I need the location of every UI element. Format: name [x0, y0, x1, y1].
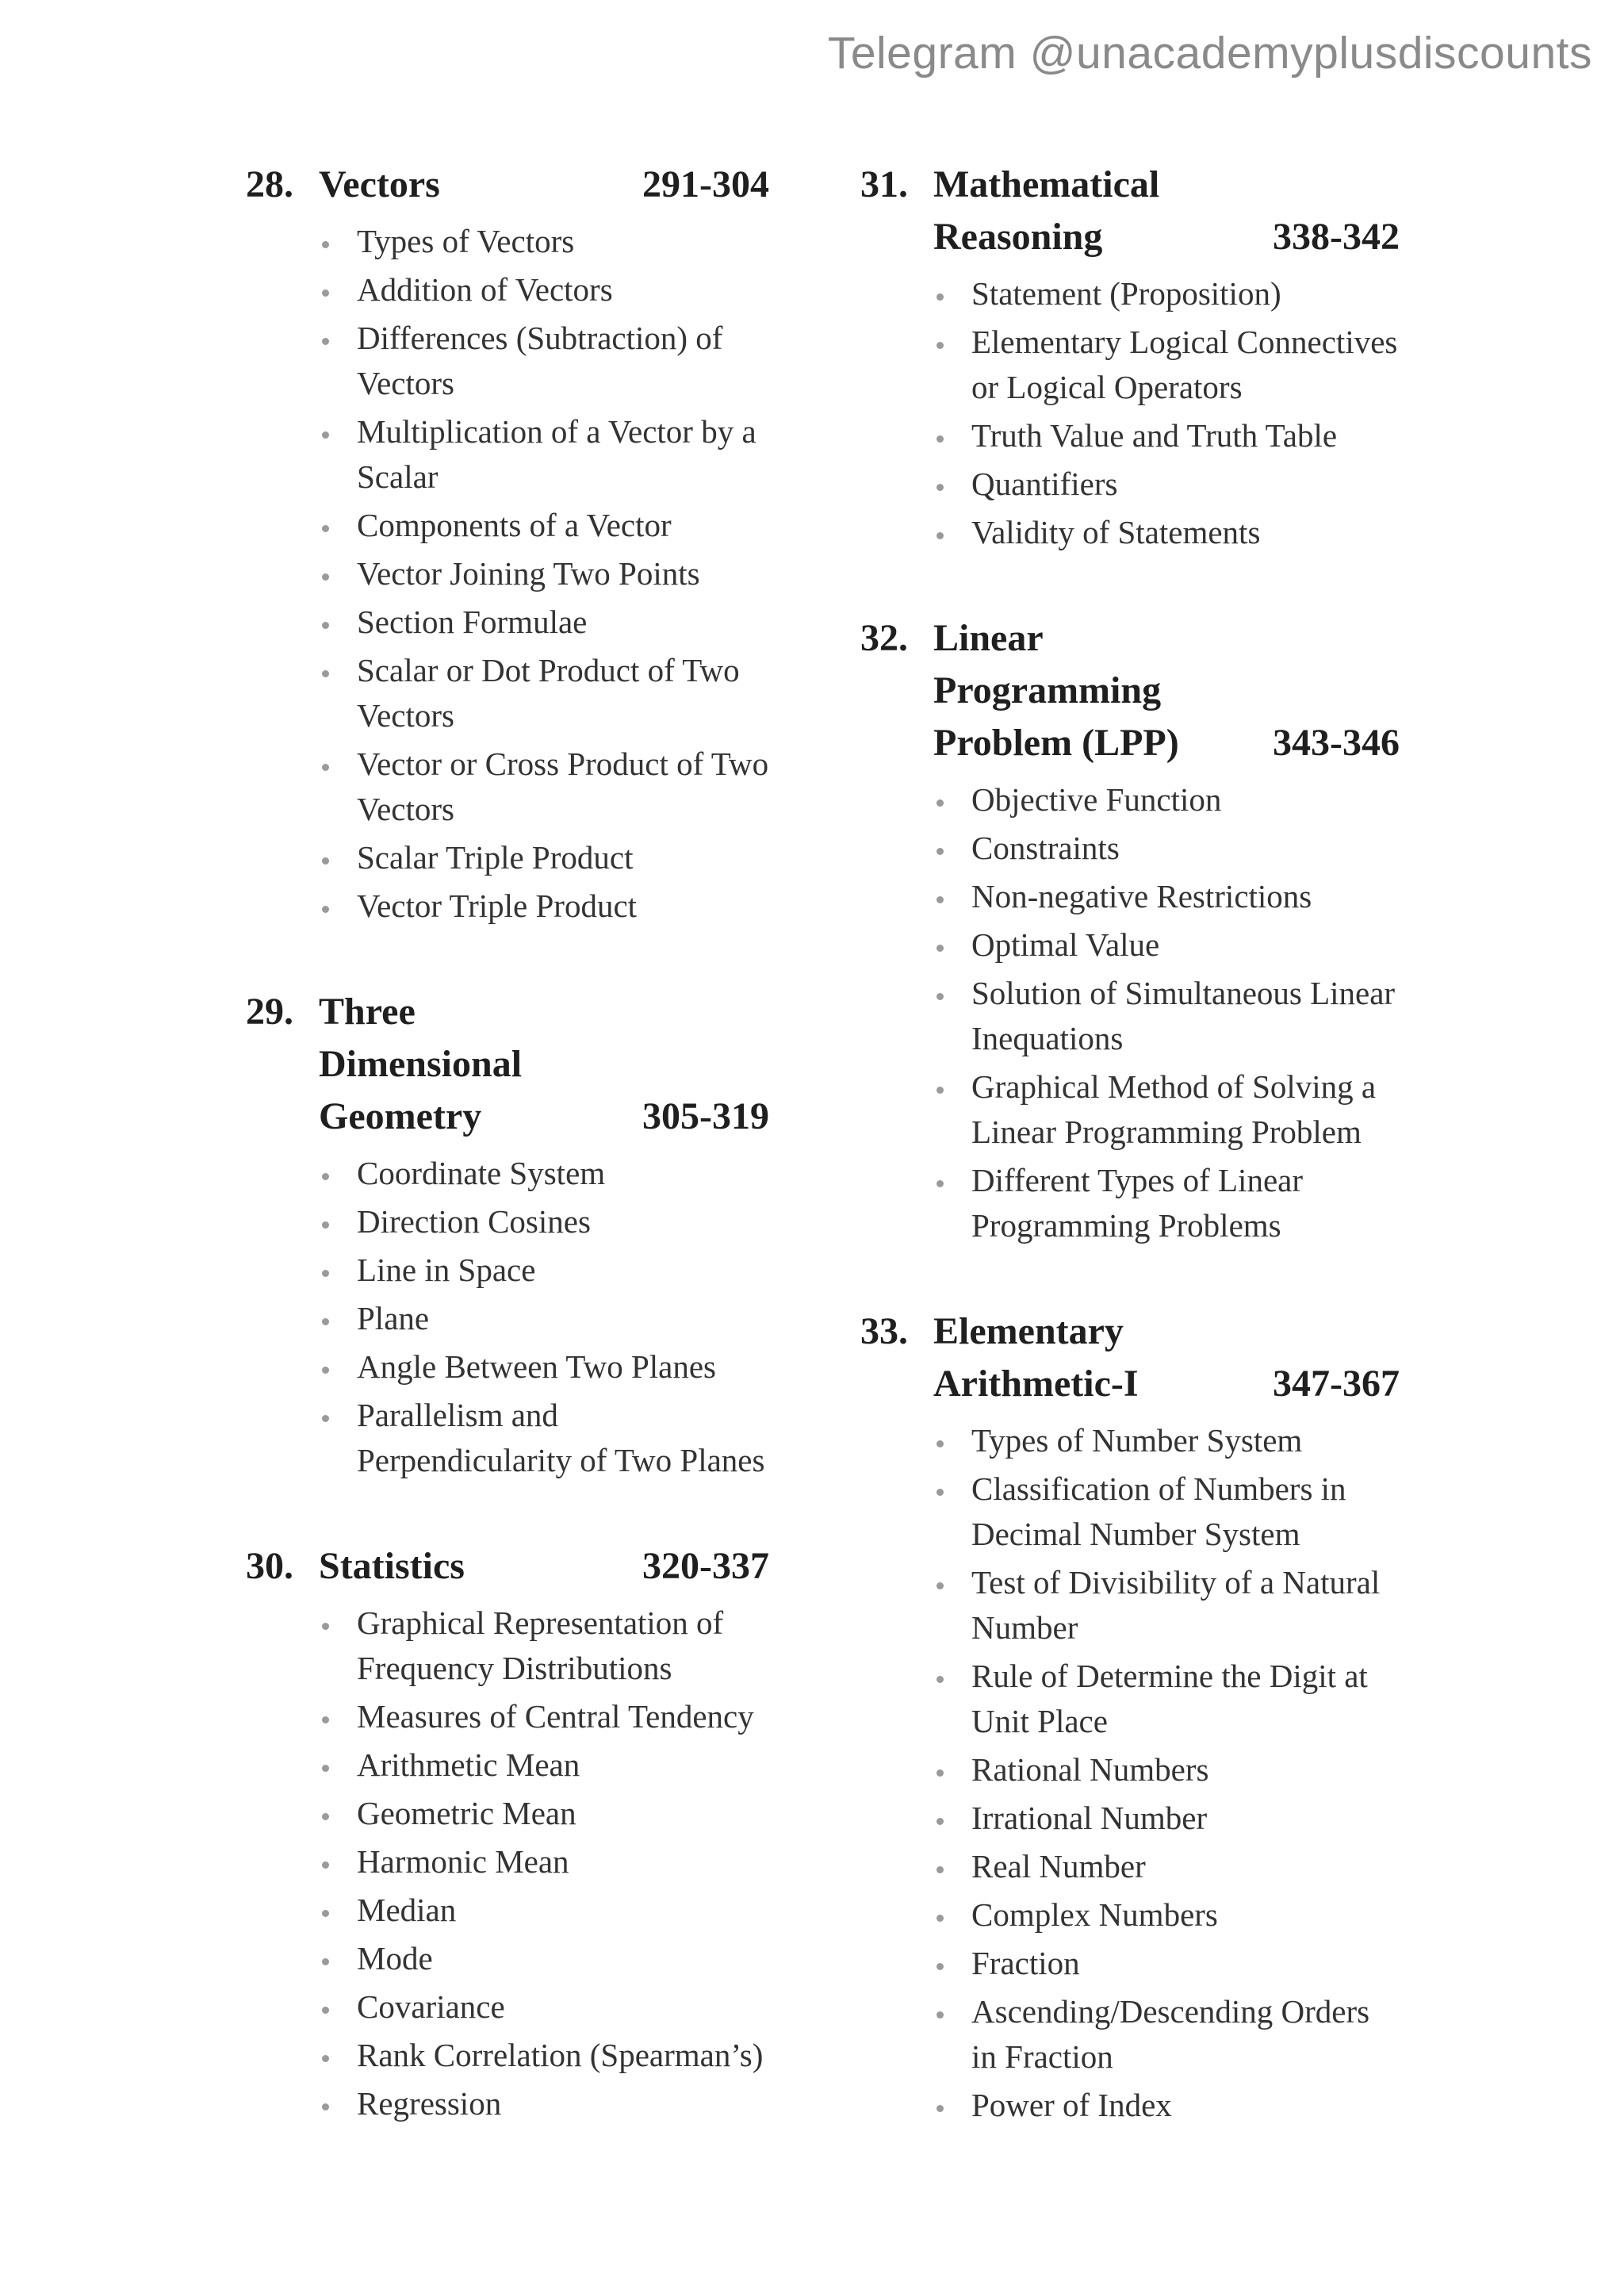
chapter-29	[246, 986, 769, 1483]
bullet-icon	[322, 857, 329, 865]
bullet-icon	[936, 799, 944, 807]
topic-label: Ascending/Descending Orders in Fraction	[971, 1993, 1370, 2075]
bullet-icon	[322, 1221, 329, 1229]
topic-label: Graphical Method of Solving a Linear Programming Problem	[971, 1068, 1377, 1150]
chapter-title: Elementary Arithmetic-I	[933, 1310, 1139, 1405]
list-item	[319, 1984, 769, 2030]
topic-label: Scalar Triple Product	[357, 839, 634, 876]
bullet-icon	[936, 1963, 944, 1970]
topic-label: Truth Value and Truth Table	[971, 417, 1338, 454]
list-item	[319, 219, 769, 264]
topic-label: Power of Index	[971, 2087, 1172, 2123]
topic-label: Different Types of Linear Programming Problems	[971, 1162, 1303, 1244]
chapter-number: 29.	[246, 991, 293, 1033]
list-item	[933, 1747, 1400, 1792]
topic-label: Rank Correlation (Spearman’s)	[357, 2037, 764, 2073]
chapter-title: Vectors	[319, 163, 440, 205]
topic-label: Graphical Representation of Frequency Distributions	[357, 1604, 724, 1686]
topic-list	[860, 271, 1400, 555]
bullet-icon	[322, 1716, 329, 1723]
list-item	[319, 551, 769, 596]
bullet-icon	[936, 435, 944, 443]
list-item	[933, 413, 1400, 458]
bullet-icon	[936, 1769, 944, 1777]
list-item	[319, 600, 769, 645]
list-item	[319, 409, 769, 500]
list-item	[933, 2083, 1400, 2128]
bullet-icon	[322, 1765, 329, 1772]
list-item	[933, 971, 1400, 1061]
topic-list	[246, 1151, 769, 1483]
list-item	[319, 1601, 769, 1691]
topic-label: Fraction	[971, 1945, 1080, 1981]
topic-label: Covariance	[357, 1988, 505, 2025]
chapter-heading	[860, 159, 1400, 263]
list-item	[933, 320, 1400, 410]
bullet-icon	[936, 1489, 944, 1496]
list-item	[933, 1064, 1400, 1155]
list-item	[933, 1796, 1400, 1841]
topic-label: Mode	[357, 1940, 433, 1976]
topic-label: Vector Joining Two Points	[357, 555, 700, 592]
bullet-icon	[936, 945, 944, 952]
topic-label: Angle Between Two Planes	[357, 1348, 716, 1385]
bullet-icon	[322, 764, 329, 771]
list-item	[933, 922, 1400, 968]
list-item	[933, 874, 1400, 919]
list-item	[319, 1791, 769, 1836]
bullet-icon	[936, 1866, 944, 1873]
topic-label: Components of a Vector	[357, 507, 672, 543]
topic-label: Vector Triple Product	[357, 888, 638, 924]
bullet-icon	[322, 1173, 329, 1180]
bullet-icon	[936, 896, 944, 903]
list-item	[319, 1296, 769, 1341]
list-item	[319, 1839, 769, 1884]
topic-label: Geometric Mean	[357, 1795, 576, 1831]
topic-label: Parallelism and Perpendicularity of Two Planes	[357, 1397, 765, 1478]
topic-label: Irrational Number	[971, 1800, 1208, 1836]
topic-label: Differences (Subtraction) of Vectors	[357, 320, 723, 401]
bullet-icon	[936, 1582, 944, 1589]
bullet-icon	[936, 1440, 944, 1447]
chapter-title: Statistics	[319, 1545, 465, 1587]
bullet-icon	[936, 1676, 944, 1683]
topic-label: Objective Function	[971, 781, 1222, 818]
topic-label: Elementary Logical Connectives or Logical Operators	[971, 324, 1398, 405]
list-item	[933, 777, 1400, 822]
topic-label: Complex Numbers	[971, 1896, 1218, 1933]
topic-label: Arithmetic Mean	[357, 1746, 580, 1783]
list-item	[319, 2081, 769, 2126]
list-item	[933, 1158, 1400, 1248]
topic-label: Scalar or Dot Product of Two Vectors	[357, 652, 740, 734]
topic-label: Real Number	[971, 1848, 1146, 1884]
bullet-icon	[322, 1270, 329, 1277]
bullet-icon	[936, 342, 944, 349]
chapter-33	[860, 1305, 1400, 2128]
chapter-heading	[246, 1540, 769, 1593]
list-item	[319, 1199, 769, 1244]
bullet-icon	[322, 2103, 329, 2111]
list-item	[933, 1466, 1400, 1557]
bullet-icon	[322, 1367, 329, 1374]
bullet-icon	[322, 1910, 329, 1917]
topic-label: Non-negative Restrictions	[971, 878, 1312, 914]
chapter-pages: 305-319	[642, 1095, 769, 1137]
list-item	[319, 2033, 769, 2078]
list-item	[319, 835, 769, 880]
topic-label: Statement (Proposition)	[971, 275, 1281, 312]
list-item	[933, 1941, 1400, 1986]
topic-label: Plane	[357, 1300, 430, 1336]
bullet-icon	[322, 338, 329, 345]
list-item	[319, 742, 769, 832]
topic-list	[246, 219, 769, 929]
list-item	[933, 1844, 1400, 1889]
chapter-title: Three Dimensional Geometry	[319, 991, 523, 1137]
list-item	[319, 648, 769, 738]
chapter-number: 30.	[246, 1545, 293, 1587]
chapter-number: 28.	[246, 163, 293, 205]
topic-label: Median	[357, 1892, 457, 1928]
chapter-pages: 338-342	[1273, 216, 1400, 258]
bullet-icon	[322, 2007, 329, 2014]
chapter-number: 33.	[860, 1310, 908, 1352]
watermark: Telegram @unacademyplusdiscounts	[827, 28, 1592, 79]
chapter-heading	[860, 1305, 1400, 1410]
bullet-icon	[322, 573, 329, 581]
list-item	[319, 1936, 769, 1981]
topic-label: Constraints	[971, 830, 1120, 866]
list-item	[319, 503, 769, 548]
topic-label: Addition of Vectors	[357, 271, 613, 308]
right-column	[860, 159, 1400, 2185]
chapter-pages: 347-367	[1273, 1363, 1400, 1405]
bullet-icon	[322, 1861, 329, 1869]
topic-label: Regression	[357, 2085, 502, 2122]
chapter-pages: 320-337	[642, 1545, 769, 1587]
bullet-icon	[322, 1318, 329, 1325]
list-item	[319, 1393, 769, 1483]
list-item	[933, 826, 1400, 871]
list-item	[933, 1892, 1400, 1938]
chapter-heading	[246, 986, 769, 1143]
bullet-icon	[936, 993, 944, 1000]
bullet-icon	[936, 484, 944, 491]
topic-label: Line in Space	[357, 1252, 536, 1288]
chapter-pages: 291-304	[642, 163, 769, 205]
bullet-icon	[936, 848, 944, 855]
list-item	[319, 884, 769, 929]
bullet-icon	[322, 241, 329, 248]
topic-list	[246, 1601, 769, 2126]
bullet-icon	[936, 1087, 944, 1094]
list-item	[933, 1654, 1400, 1744]
topic-label: Quantifiers	[971, 466, 1118, 502]
list-item	[933, 271, 1400, 316]
bullet-icon	[322, 622, 329, 629]
list-item	[933, 1989, 1400, 2080]
chapter-28	[246, 159, 769, 929]
topic-label: Solution of Simultaneous Linear Inequations	[971, 975, 1396, 1056]
chapter-30	[246, 1540, 769, 2126]
list-item	[319, 316, 769, 406]
bullet-icon	[322, 906, 329, 913]
topic-label: Types of Vectors	[357, 223, 575, 259]
list-item	[933, 1418, 1400, 1463]
bullet-icon	[936, 1915, 944, 1922]
topic-label: Classification of Numbers in Decimal Number System	[971, 1470, 1346, 1552]
list-item	[319, 267, 769, 312]
bullet-icon	[936, 1818, 944, 1825]
bullet-icon	[936, 2105, 944, 2112]
chapter-pages: 343-346	[1273, 722, 1400, 764]
topic-label: Validity of Statements	[971, 514, 1261, 550]
chapter-title: Mathematical Reasoning	[933, 163, 1160, 258]
chapter-number: 32.	[860, 617, 908, 659]
topic-label: Measures of Central Tendency	[357, 1698, 754, 1735]
chapter-heading	[860, 612, 1400, 769]
bullet-icon	[322, 525, 329, 532]
topic-label: Vector or Cross Product of Two Vectors	[357, 746, 769, 827]
list-item	[319, 1694, 769, 1739]
list-item	[319, 1344, 769, 1390]
topic-label: Coordinate System	[357, 1155, 606, 1191]
bullet-icon	[322, 670, 329, 677]
topic-list	[860, 777, 1400, 1248]
chapter-32	[860, 612, 1400, 1248]
chapter-31	[860, 159, 1400, 555]
bullet-icon	[936, 293, 944, 301]
bullet-icon	[322, 1813, 329, 1820]
topic-label: Rule of Determine the Digit at Unit Place	[971, 1658, 1368, 1739]
list-item	[319, 1743, 769, 1788]
bullet-icon	[322, 289, 329, 297]
chapter-heading	[246, 159, 769, 211]
bullet-icon	[322, 1623, 329, 1630]
bullet-icon	[322, 1958, 329, 1965]
list-item	[319, 1151, 769, 1196]
topic-label: Optimal Value	[971, 926, 1160, 963]
topic-label: Test of Divisibility of a Natural Number	[971, 1564, 1381, 1646]
topic-list	[860, 1418, 1400, 2128]
bullet-icon	[322, 2055, 329, 2062]
bullet-icon	[322, 431, 329, 439]
list-item	[319, 1888, 769, 1933]
chapter-title: Linear Programming Problem (LPP)	[933, 617, 1179, 764]
topic-label: Rational Numbers	[971, 1751, 1209, 1788]
bullet-icon	[322, 1415, 329, 1422]
bullet-icon	[936, 2011, 944, 2019]
left-column	[246, 159, 769, 2183]
list-item	[933, 1560, 1400, 1650]
topic-label: Harmonic Mean	[357, 1843, 569, 1880]
topic-label: Types of Number System	[971, 1422, 1303, 1459]
list-item	[933, 462, 1400, 507]
bullet-icon	[936, 532, 944, 539]
list-item	[933, 510, 1400, 555]
topic-label: Section Formulae	[357, 604, 588, 640]
topic-label: Multiplication of a Vector by a Scalar	[357, 413, 756, 495]
bullet-icon	[936, 1180, 944, 1187]
topic-label: Direction Cosines	[357, 1203, 591, 1240]
list-item	[319, 1248, 769, 1293]
chapter-number: 31.	[860, 163, 908, 205]
